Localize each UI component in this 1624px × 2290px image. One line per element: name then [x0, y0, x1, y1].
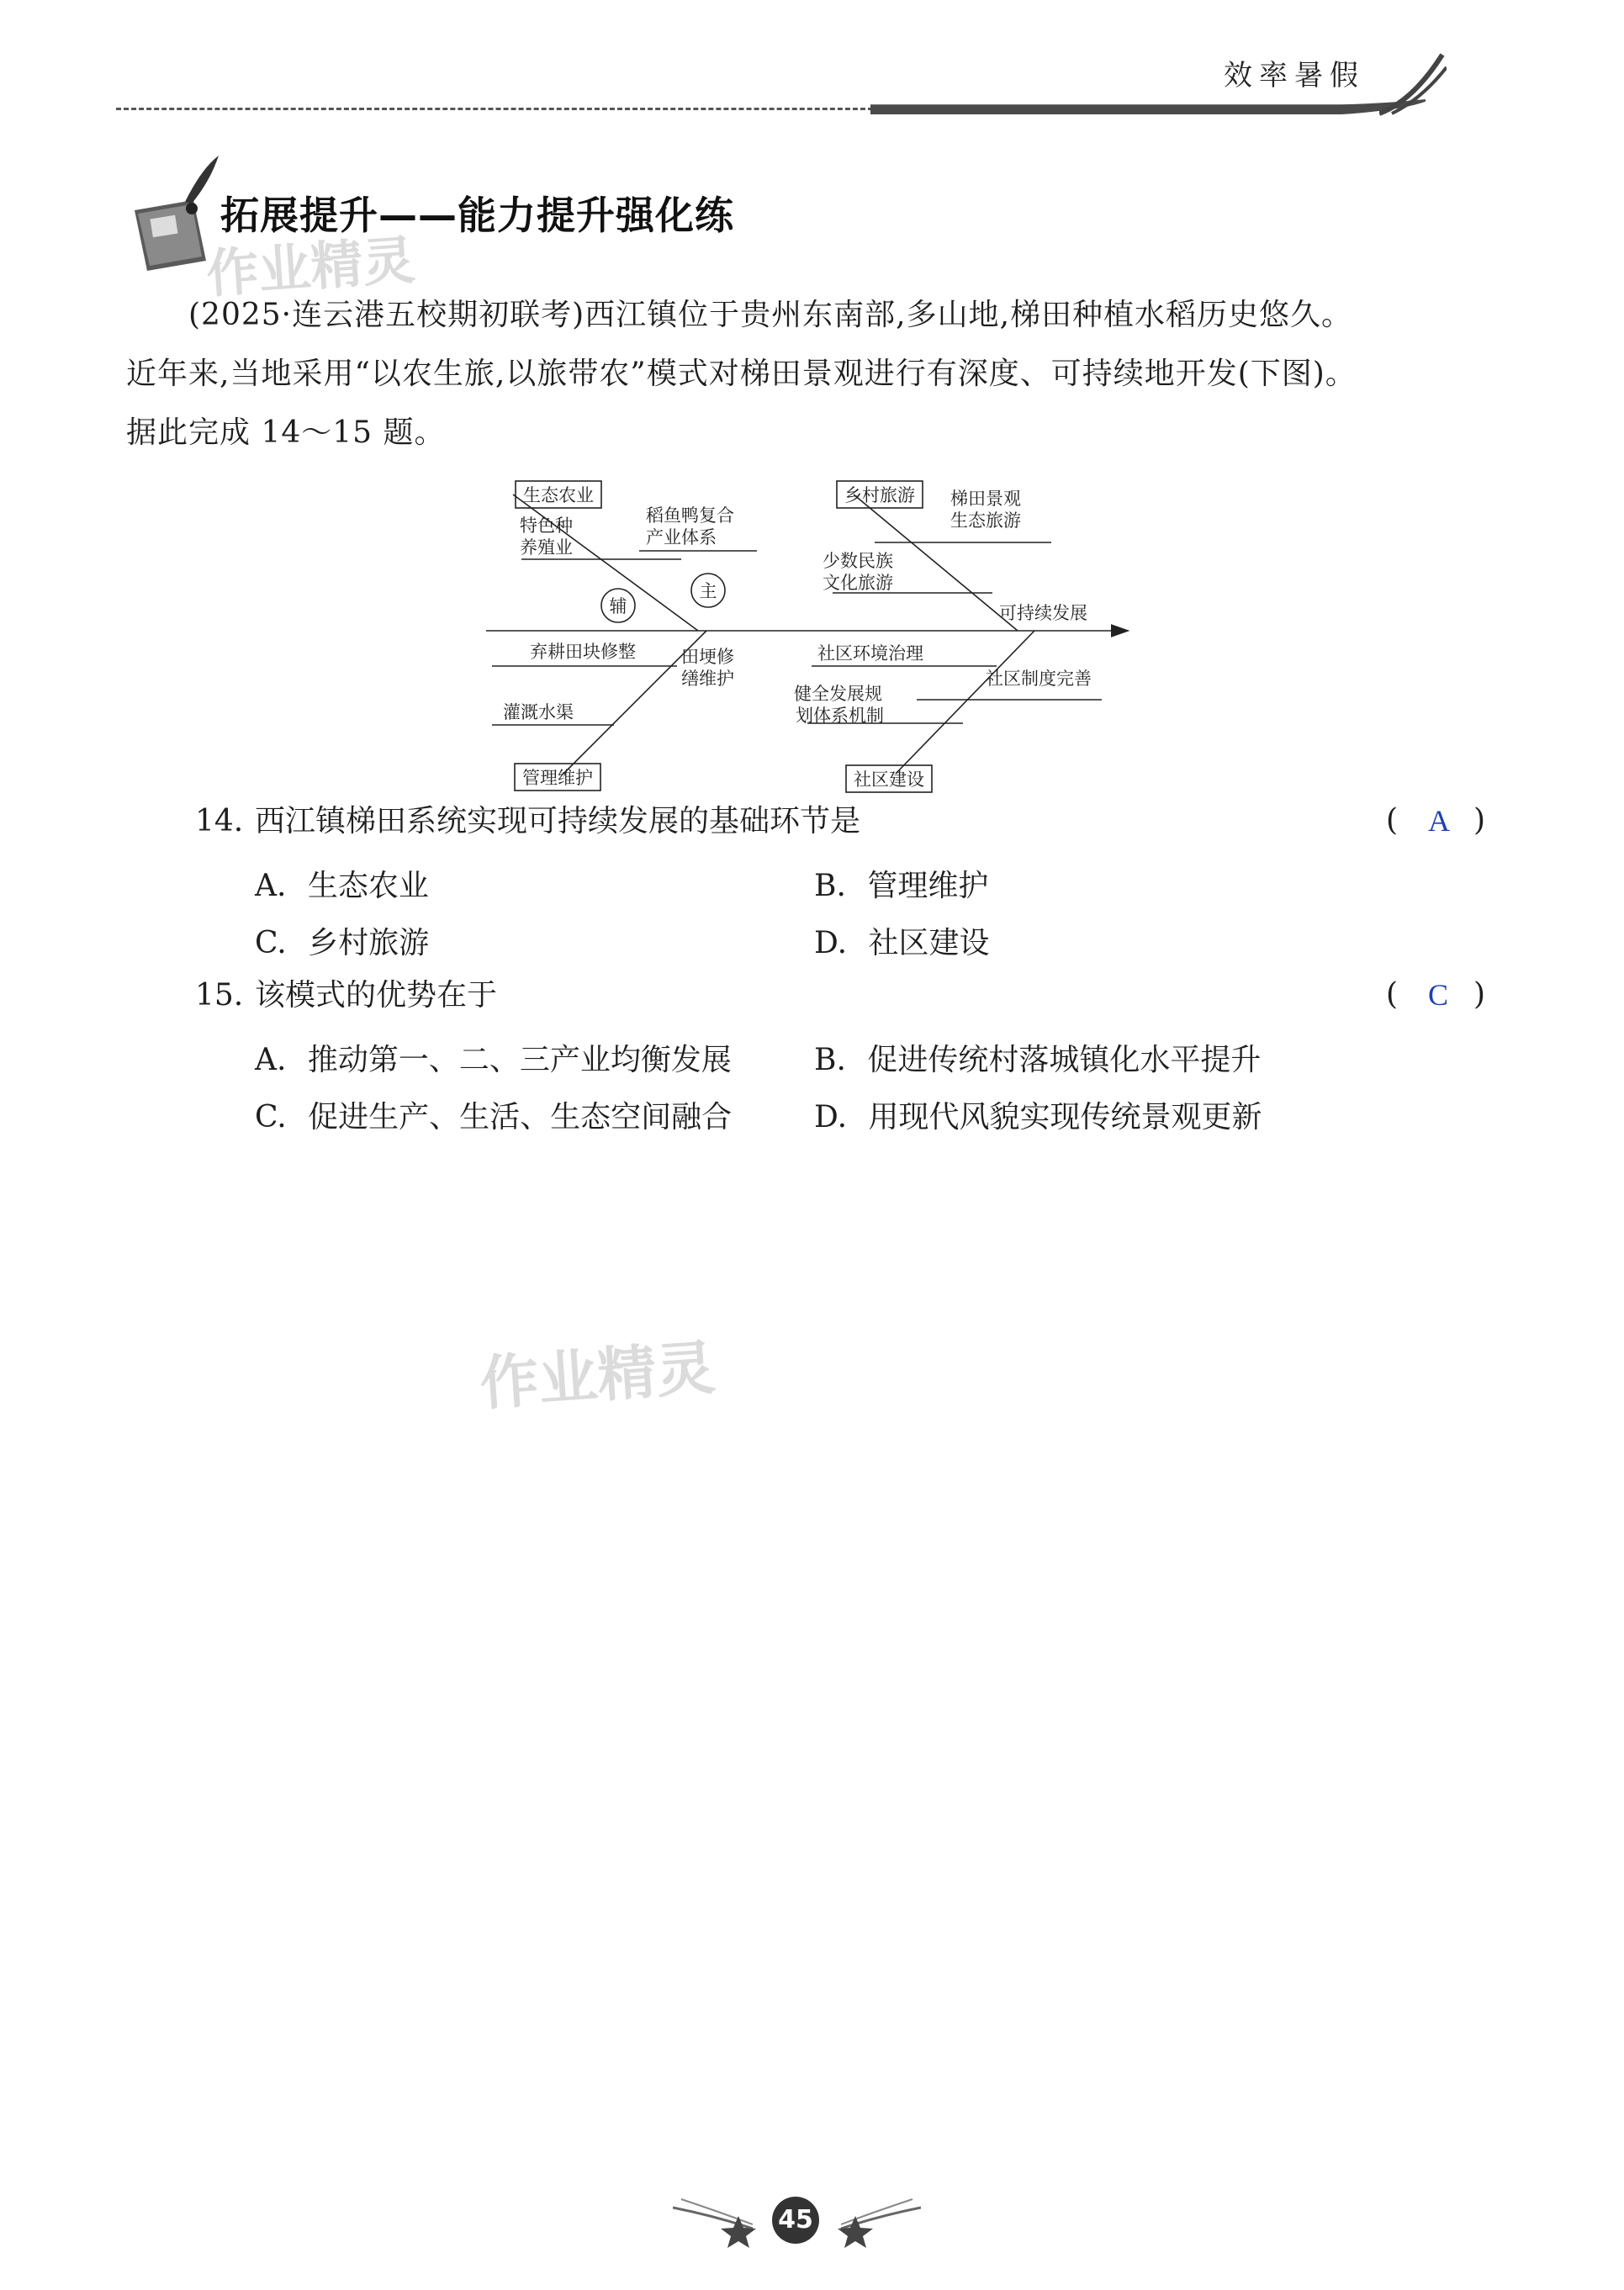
answer-14-close: )	[1473, 803, 1486, 838]
label-abandoned: 弃耕田块修整	[530, 642, 636, 662]
answer-15: C	[1428, 978, 1449, 1012]
option-text: 社区建设	[868, 926, 990, 960]
question-15-stem: 该模式的优势在于	[255, 978, 498, 1013]
option-letter: B.	[814, 1043, 846, 1077]
fishbone-diagram	[479, 479, 1135, 795]
label-env: 社区环境治理	[817, 643, 923, 664]
question-15-number: 15.	[195, 978, 244, 1013]
option-text: 用现代风貌实现传统景观更新	[868, 1100, 1262, 1134]
label-plan-2: 划体系机制	[796, 706, 884, 726]
label-terrace-2: 生态旅游	[950, 510, 1021, 531]
label-system: 社区制度完善	[986, 669, 1092, 689]
header-swoosh-icon	[1379, 50, 1447, 118]
label-eco-agri: 生态农业	[523, 485, 594, 505]
q15-option-c	[255, 1093, 732, 1136]
label-plan-1: 健全发展规	[794, 684, 882, 704]
watermark: 作业精灵	[204, 229, 417, 305]
label-special-1: 特色种	[520, 516, 573, 536]
page-number: 45	[772, 2197, 819, 2244]
q15-option-a	[255, 1036, 732, 1079]
star-decoration-icon	[828, 2182, 921, 2250]
option-letter: C.	[255, 926, 287, 960]
option-letter: C.	[255, 1100, 287, 1134]
answer-14: A	[1428, 804, 1450, 838]
label-main: 主	[699, 581, 717, 601]
option-text: 生态农业	[307, 869, 429, 903]
header-swoosh-bar	[870, 99, 1426, 114]
option-letter: A.	[255, 1043, 287, 1077]
header-title: 效率暑假	[1224, 59, 1365, 93]
label-ridge-2: 缮维护	[681, 669, 734, 689]
q14-option-c	[255, 919, 429, 962]
q15-option-d	[814, 1093, 1262, 1136]
option-text: 乡村旅游	[308, 926, 430, 960]
q14-option-d	[814, 919, 990, 962]
option-letter: D.	[814, 1100, 848, 1134]
watermark: 作业精灵	[477, 1333, 717, 1419]
option-text: 管理维护	[867, 869, 989, 903]
label-minority-2: 文化旅游	[823, 573, 893, 593]
label-minority-1: 少数民族	[823, 551, 893, 571]
label-rice-2: 产业体系	[646, 527, 717, 547]
label-ridge-1: 田埂修	[681, 647, 734, 667]
option-letter: A.	[255, 869, 287, 903]
intro-line-2: 近年来,当地采用“以农生旅,以旅带农”模式对梯田景观进行有深度、可持续地开发(下图)。	[126, 357, 1357, 391]
label-special-2: 养殖业	[520, 537, 573, 558]
label-community: 社区建设	[854, 770, 924, 790]
q15-option-b	[814, 1036, 1261, 1079]
option-text: 促进生产、生活、生态空间融合	[308, 1100, 733, 1134]
q14-option-b	[814, 862, 988, 905]
intro-line-1: (2025·连云港五校期初联考)西江镇位于贵州东南部,多山地,梯田种植水稻历史悠久。	[188, 298, 1353, 332]
label-sustainable: 可持续发展	[999, 603, 1087, 623]
label-irrigation: 灌溉水渠	[503, 702, 574, 722]
section-title: 拓展提升——能力提升强化练	[220, 193, 734, 238]
option-letter: B.	[814, 869, 846, 903]
answer-15-open: (	[1386, 977, 1399, 1012]
option-text: 促进传统村落城镇化水平提升	[867, 1043, 1262, 1077]
option-letter: D.	[814, 926, 848, 960]
answer-14-open: (	[1386, 803, 1399, 838]
label-rice-1: 稻鱼鸭复合	[646, 505, 734, 526]
label-rural-tour: 乡村旅游	[844, 485, 915, 505]
star-decoration-icon	[673, 2182, 765, 2250]
intro-line-3: 据此完成 14～15 题。	[126, 415, 446, 450]
label-aux: 辅	[609, 596, 627, 616]
label-management: 管理维护	[522, 768, 593, 788]
question-14-number: 14.	[195, 804, 244, 838]
answer-15-close: )	[1473, 977, 1486, 1012]
q14-option-a	[255, 862, 429, 905]
option-text: 推动第一、二、三产业均衡发展	[307, 1043, 732, 1077]
label-terrace-1: 梯田景观	[950, 489, 1021, 509]
question-14-stem: 西江镇梯田系统实现可持续发展的基础环节是	[255, 804, 861, 838]
header-dashed-line	[116, 108, 873, 110]
